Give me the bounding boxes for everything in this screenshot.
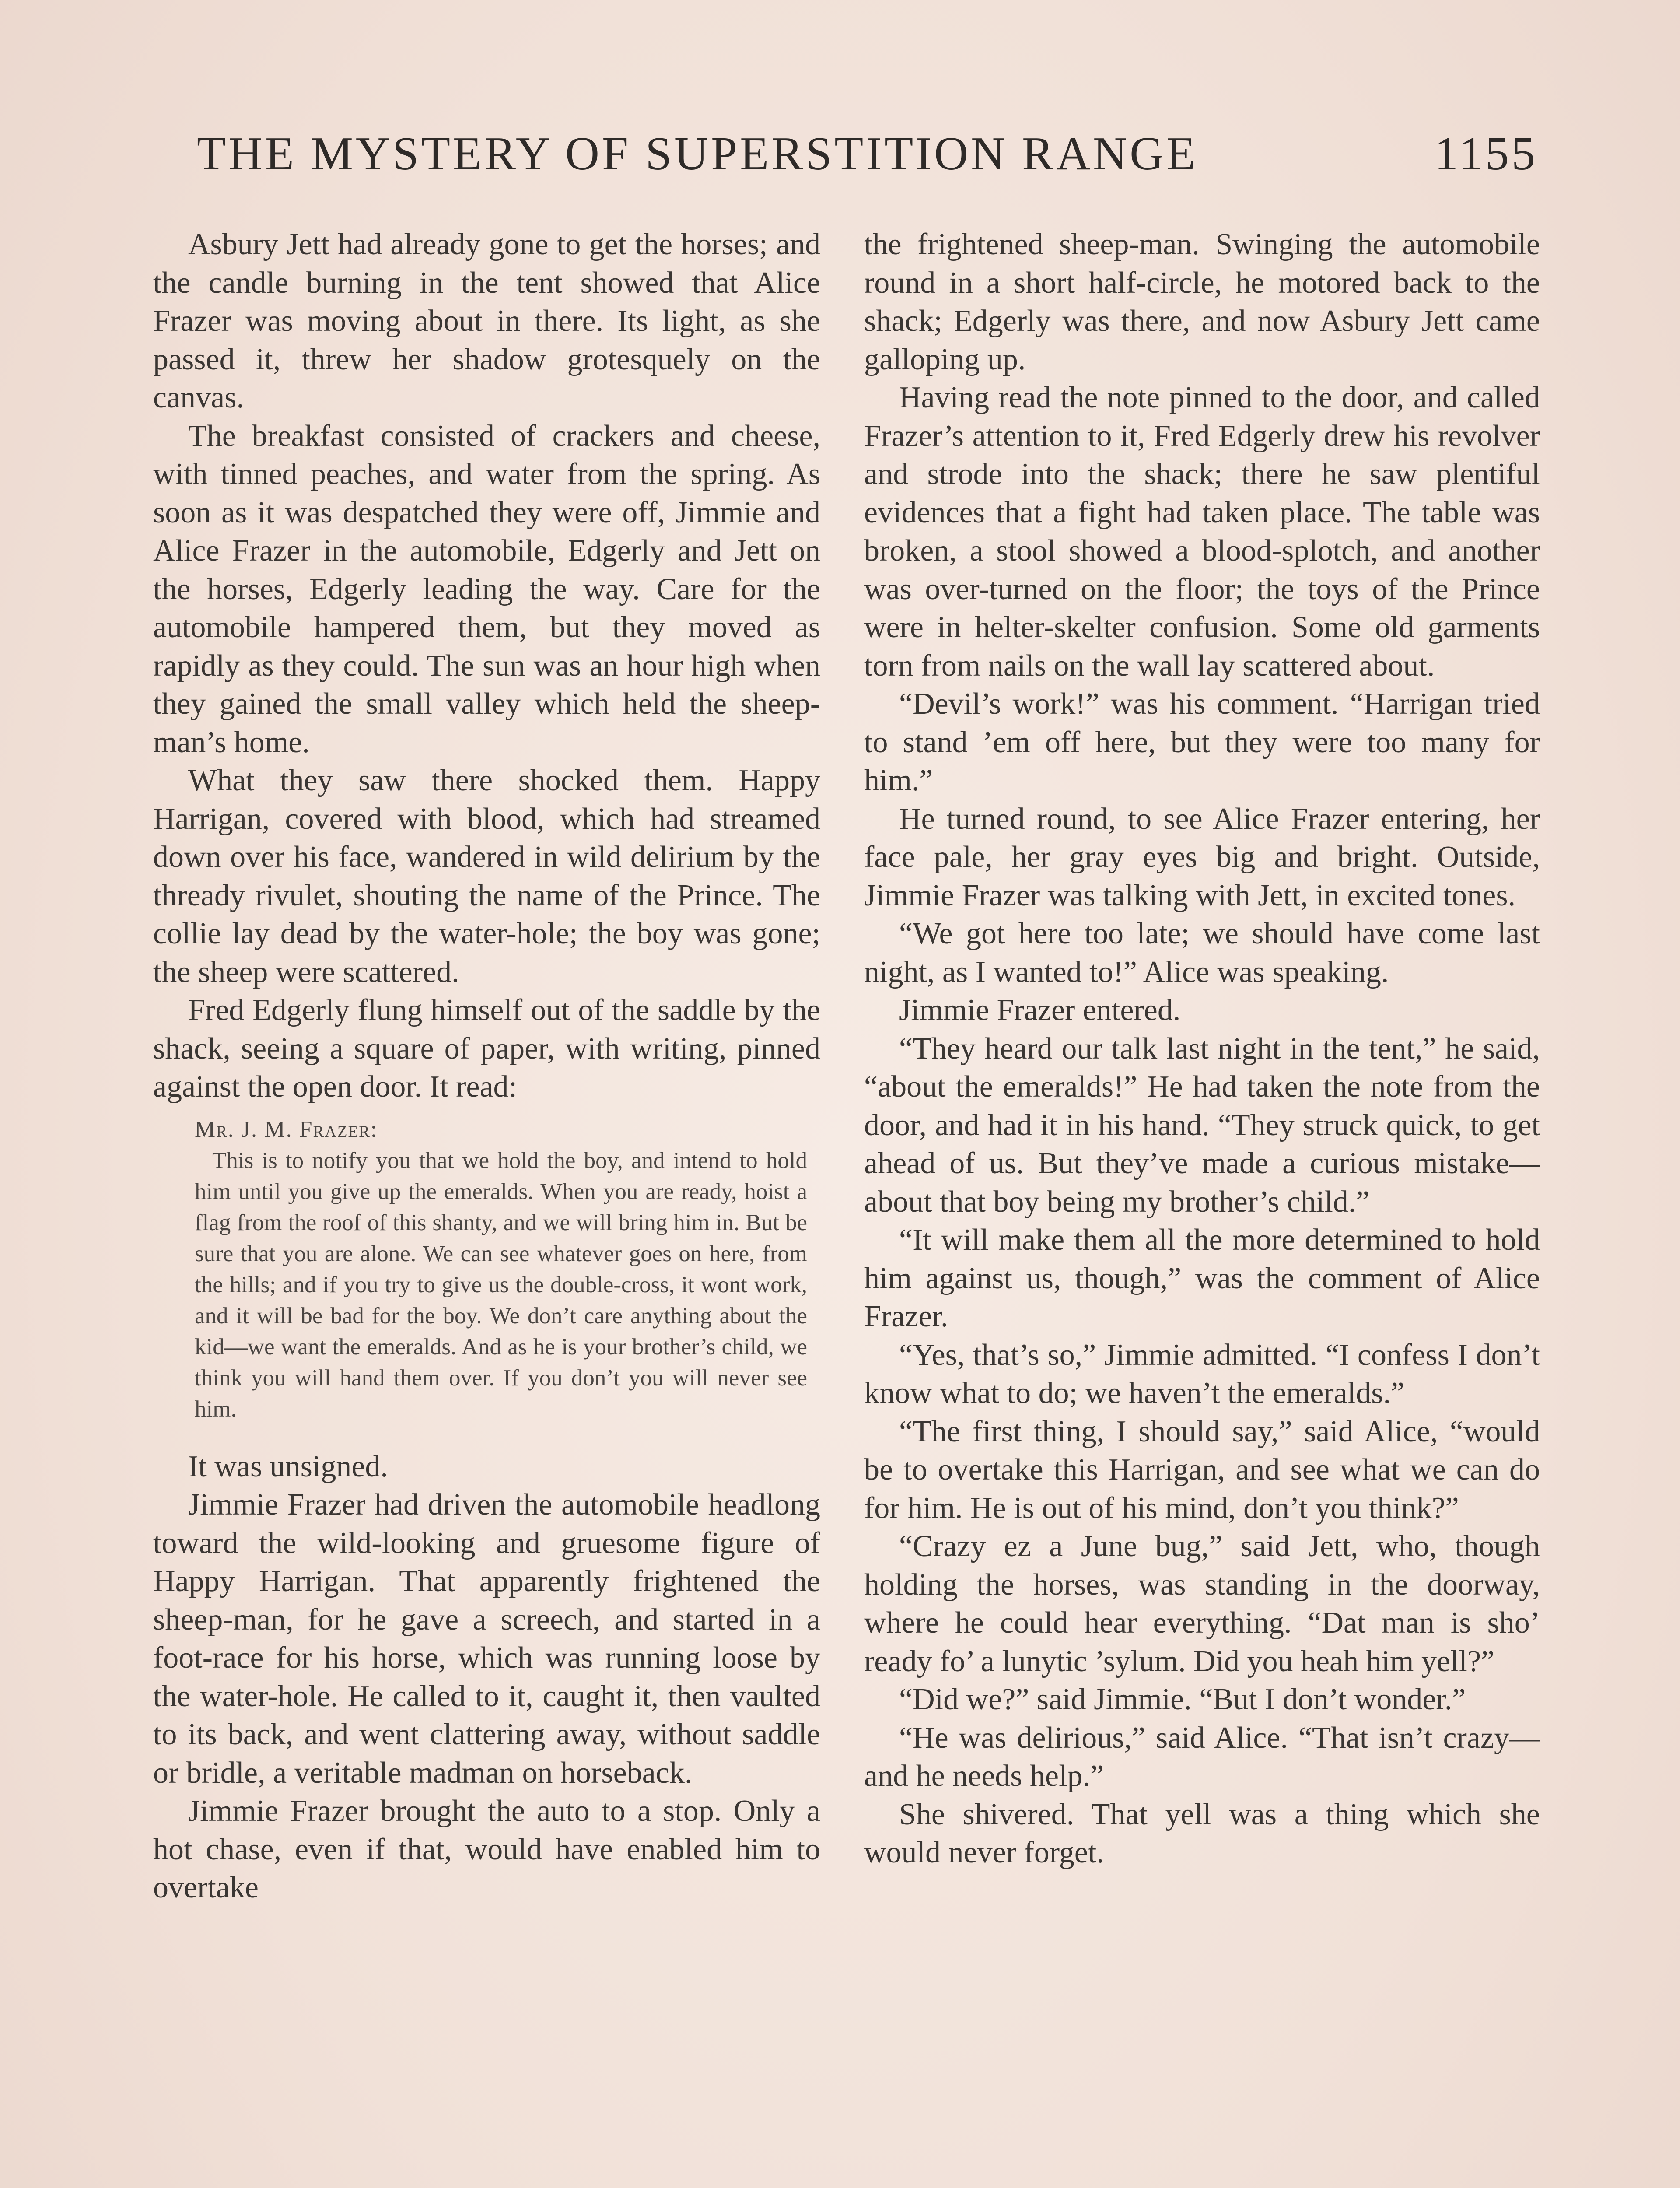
paragraph: “We got here too late; we should have come last night, as I wanted to!” Alice was speaking. (864, 917, 1540, 989)
paragraph: Having read the note pinned to the door, and called Frazer’s attention to it, Fred Edgerly drew his revolver and strode into the shack; there he saw plentiful evidences that a fight had taken place. The table was broken, a stool showed a blood-splotch, and another was over-turned on the floor; the toys of the Prince were in helter-skelter confusion. Some old garments torn from nails on the wall lay scattered about. (864, 381, 1540, 683)
paragraph: “Crazy ez a June bug,” said Jett, who, though holding the horses, was standing in the doorway, where he could hear everything. “Dat man is sho’ ready fo’ a lunytic ’sylum. Did you heah him yell?” (864, 1529, 1540, 1678)
running-head (197, 127, 1538, 193)
paragraph: It was unsigned. (188, 1449, 388, 1483)
paragraph: Asbury Jett had already gone to get the horses; and the candle burning in the tent showed that Alice Frazer was moving about in there. Its light, as she passed it, threw her shadow grotesquely on the canvas. (153, 228, 820, 414)
paragraph: What they saw there shocked them. Happy Harrigan, covered with blood, which had streamed down over his face, wandered in wild delirium by the thready rivulet, shouting the name of the Prince. The collie lay dead by the water-hole; the boy was gone; the sheep were scattered. (153, 764, 820, 989)
paragraph: He turned round, to see Alice Frazer entering, her face pale, her gray eyes big and bright. Outside, Jimmie Frazer was talking with Jett, in excited tones. (864, 802, 1540, 912)
paragraph: “It will make them all the more determined to hold him against us, though,” was the comment of Alice Frazer. (864, 1223, 1540, 1333)
note-salutation: Mr. J. M. Frazer: (195, 1116, 378, 1142)
ransom-note (195, 1114, 807, 1425)
paragraph: Jimmie Frazer entered. (899, 993, 1181, 1027)
paragraph: She shivered. That yell was a thing which she would never forget. (864, 1797, 1540, 1869)
paragraph: The breakfast consisted of crackers and cheese, with tinned peaches, and water from the spring. As soon as it was despatched they were off, Jimmie and Alice Frazer in the automobile, Edgerly and Jett on the horses, Edgerly leading the way. Care for the automobile hampered them, but they moved as rapidly as they could. The sun was an hour high when they gained the small valley which held the sheep-man’s home. (153, 419, 820, 759)
paragraph: the frightened sheep-man. Swinging the automobile round in a short half-circle, he motored back to the shack; Edgerly was there, and now Asbury Jett came galloping up. (864, 228, 1540, 376)
paragraph: “Devil’s work!” was his comment. “Harrigan tried to stand ’em off here, but they were too many for him.” (864, 687, 1540, 797)
paragraph: Fred Edgerly flung himself out of the saddle by the shack, seeing a square of paper, with writing, pinned against the open door. It read: (153, 993, 820, 1104)
paragraph: “The first thing, I should say,” said Alice, “would be to overtake this Harrigan, and see what we can do for him. He is out of his mind, don’t you think?” (864, 1414, 1540, 1525)
paragraph: “Did we?” said Jimmie. “But I don’t wonder.” (899, 1683, 1466, 1716)
paragraph: Jimmie Frazer had driven the automobile headlong toward the wild-looking and gruesome figure of Happy Harrigan. That apparently frightened the sheep-man, for he gave a screech, and started in a foot-race for his horse, which was running loose by the water-hole. He called to it, caught it, then vaulted to its back, and went clattering away, without saddle or bridle, a veritable madman on horseback. (153, 1488, 820, 1790)
left-column (153, 225, 820, 1907)
paragraph: “He was delirious,” said Alice. “That isn’t crazy—and he needs help.” (864, 1721, 1540, 1793)
note-body: This is to notify you that we hold the boy, and intend to hold him until you give up the emeralds. When you are ready, hoist a flag from the roof of this shanty, and we will bring him in. But be sure that you are alone. We can see whatever goes on here, from the hills; and if you try to give us the double-cross, it wont work, and it will be bad for the boy. We don’t care anything about the kid—we want the emeralds. And as he is your brother’s child, we think you will hand them over. If you don’t you will never see him. (195, 1147, 807, 1422)
paragraph: Jimmie Frazer brought the auto to a stop. Only a hot chase, even if that, would have enabled him to overtake (153, 1794, 820, 1904)
running-head-title: THE MYSTERY OF SUPERSTITION RANGE (197, 128, 1198, 180)
paragraph: “Yes, that’s so,” Jimmie admitted. “I confess I don’t know what to do; we haven’t the emeralds.” (864, 1338, 1540, 1410)
paragraph: “They heard our talk last night in the tent,” he said, “about the emeralds!” He had taken the note from the door, and had it in his hand. “They struck quick, to get ahead of us. But they’ve made a curious mistake—about that boy being my brother’s child.” (864, 1031, 1540, 1219)
page-number: 1155 (1435, 128, 1538, 180)
right-column (864, 225, 1540, 1872)
